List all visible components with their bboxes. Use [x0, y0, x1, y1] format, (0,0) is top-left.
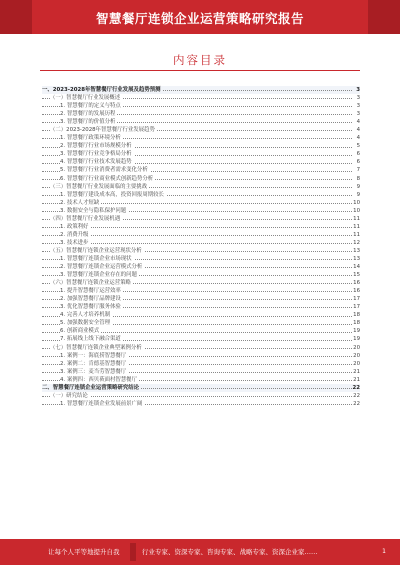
toc-entry[interactable] — [42, 86, 360, 94]
toc-entry-page: 20 — [353, 344, 360, 351]
toc-entry-page: 5 — [352, 142, 360, 150]
toc-entry[interactable] — [42, 295, 360, 303]
toc-entry-label: 1. 智慧餐厅建设成本高，投资回报周期较长 — [60, 191, 164, 198]
toc-entry[interactable] — [42, 263, 360, 271]
toc-entry[interactable] — [42, 352, 360, 360]
toc-entry-page: 13 — [353, 255, 360, 262]
toc-entry-label: 3. 智慧餐厅的价值分析 — [60, 119, 116, 126]
toc-entry-label: 3. 智慧餐厅连锁企业存在的问题 — [60, 272, 137, 279]
toc-entry[interactable] — [42, 271, 360, 279]
toc-entry-page: 22 — [352, 384, 360, 391]
toc-entry-page: 21 — [353, 368, 360, 375]
toc-entry-page: 6 — [352, 158, 360, 166]
toc-entry-label: 1. 智慧餐厅连锁企业市场现状 — [60, 255, 132, 262]
toc-entry[interactable] — [42, 279, 360, 287]
toc-entry-label: 2. 加强智慧餐厅品牌建设 — [60, 296, 121, 303]
toc-entry-page: 13 — [353, 247, 360, 254]
footer-slogan: 让每个人平等地提升自我 — [48, 548, 120, 556]
toc-entry-label: 1. 智慧餐厅的定义与特点 — [60, 103, 121, 110]
toc-entry-page: 10 — [353, 207, 360, 214]
toc-entry-label: 7. 拓展线上线下融合渠道 — [60, 336, 121, 343]
toc-entry-page: 7 — [352, 166, 360, 174]
toc-entry-page: 16 — [353, 280, 360, 287]
toc-entry-page: 19 — [353, 328, 360, 335]
toc-entry-label: 二、智慧餐厅连锁企业运营策略研究结论 — [42, 384, 140, 391]
toc-entry[interactable] — [42, 150, 360, 158]
toc-entry-page: 9 — [352, 191, 360, 199]
report-footer — [0, 539, 400, 565]
toc-entry-label: 2. 智慧餐厅连锁企业运营模式分析 — [60, 264, 143, 271]
toc-entry-label: （七）智慧餐厅连锁企业典型案例分析 — [50, 344, 142, 351]
toc-entry-page: 3 — [352, 102, 360, 110]
toc-entry-label: 1. 政策利好 — [60, 223, 89, 230]
toc-entry-page: 15 — [353, 272, 360, 279]
toc-entry-page: 11 — [353, 231, 360, 238]
toc-entry[interactable] — [42, 400, 360, 408]
toc-entry-label: （四）智慧餐厅行业发展机遇 — [50, 215, 121, 222]
toc-entry[interactable] — [42, 166, 360, 174]
toc-entry-page: 19 — [353, 336, 360, 343]
toc-entry-label: （二）2023-2028年智慧餐厅行业发展趋势 — [50, 127, 155, 134]
toc-entry[interactable] — [42, 360, 360, 368]
toc-entry[interactable] — [42, 118, 360, 126]
toc-entry[interactable] — [42, 239, 360, 247]
toc-entry-label: 1. 智慧餐厅连锁企业发展前景广阔 — [60, 400, 143, 407]
toc-entry[interactable] — [42, 175, 360, 183]
toc-entry-page: 20 — [353, 360, 360, 367]
toc-entry[interactable] — [42, 384, 360, 392]
toc-entry-label: （一）智慧餐厅行业发展概述 — [50, 95, 121, 102]
toc-entry-label: 4. 智慧餐厅行业技术发展趋势 — [60, 159, 132, 166]
toc-entry-label: （五）智慧餐厅连锁企业运营现状分析 — [50, 247, 142, 254]
toc-entry-page: 16 — [353, 288, 360, 295]
toc-entry-page: 11 — [353, 215, 360, 222]
toc-entry-label: 5. 智慧餐厅行业消费者需求变化分析 — [60, 167, 148, 174]
toc-entry-page: 14 — [353, 264, 360, 271]
toc-entry[interactable] — [42, 392, 360, 400]
toc-entry[interactable] — [42, 368, 360, 376]
toc-entry-label: 3. 智慧餐厅行业竞争格局分析 — [60, 151, 132, 158]
toc-entry-page: 4 — [352, 134, 360, 142]
toc-entry-page: 12 — [353, 239, 360, 246]
report-title: 智慧餐厅连锁企业运营策略研究报告 — [95, 11, 304, 26]
toc-entry[interactable] — [42, 142, 360, 150]
table-of-contents — [42, 86, 360, 408]
toc-entry[interactable] — [42, 303, 360, 311]
toc-entry-page: 11 — [353, 223, 360, 230]
toc-entry-label: 3. 案例三：麦当劳智慧餐厅 — [60, 368, 127, 375]
toc-entry-page: 10 — [353, 199, 360, 206]
toc-entry-label: 2. 智慧餐厅行业市场规模分析 — [60, 143, 132, 150]
toc-entry[interactable] — [42, 327, 360, 335]
toc-entry-page: 9 — [352, 183, 360, 191]
toc-entry-label: 2. 案例二：肯德基智慧餐厅 — [60, 360, 127, 367]
toc-entry-label: 1. 智慧餐厅政策环境分析 — [60, 135, 121, 142]
toc-entry-page: 3 — [352, 86, 360, 94]
toc-entry-label: 4. 完善人才培养机制 — [60, 312, 110, 319]
toc-entry-label: （六）智慧餐厅连锁企业运营策略 — [50, 280, 131, 287]
footer-divider-tab — [130, 543, 136, 561]
toc-entry-label: 3. 优化智慧餐厅服务体验 — [60, 304, 121, 311]
toc-entry[interactable] — [42, 319, 360, 327]
toc-entry-page: 4 — [352, 126, 360, 134]
toc-entry-label: 2. 智慧餐厅的发展历程 — [60, 111, 116, 118]
toc-entry-page: 22 — [353, 392, 360, 399]
toc-entry[interactable] — [42, 287, 360, 295]
toc-entry-label: 5. 加强数据安全管理 — [60, 320, 110, 327]
toc-entry[interactable] — [42, 183, 360, 191]
toc-entry-page: 6 — [352, 150, 360, 158]
toc-entry[interactable] — [42, 344, 360, 352]
toc-entry-label: 1. 提升智慧餐厅运营效率 — [60, 288, 121, 295]
toc-entry-label: 3. 数据安全与隐私保护问题 — [60, 207, 127, 214]
toc-entry-page: 8 — [352, 175, 360, 183]
toc-entry-label: （一）研究结论 — [50, 392, 88, 399]
toc-entry[interactable] — [42, 255, 360, 263]
toc-entry-page: 4 — [352, 118, 360, 126]
toc-entry-label: 6. 创新商业模式 — [60, 328, 100, 335]
toc-entry-page: 18 — [353, 320, 360, 327]
toc-entry-page: 17 — [353, 296, 360, 303]
toc-entry[interactable] — [42, 247, 360, 255]
toc-entry-page: 3 — [352, 110, 360, 118]
toc-divider — [40, 70, 360, 71]
toc-entry-label: 2. 技术人才短缺 — [60, 199, 100, 206]
toc-entry[interactable] — [42, 191, 360, 199]
toc-entry[interactable] — [42, 335, 360, 343]
toc-entry[interactable] — [42, 126, 360, 134]
page-number: 1 — [382, 548, 386, 555]
toc-entry-page: 21 — [353, 376, 360, 383]
toc-entry-label: 1. 案例一：海底捞智慧餐厅 — [60, 352, 127, 359]
toc-entry[interactable] — [42, 223, 360, 231]
toc-entry-label: 6. 智慧餐厅行业商业模式创新趋势分析 — [60, 175, 154, 182]
toc-entry-label: 2. 消费升级 — [60, 231, 89, 238]
toc-heading: 内容目录 — [173, 53, 227, 67]
toc-entry-page: 17 — [353, 304, 360, 311]
toc-entry-label: 一、2023-2028年智慧餐厅行业发展及趋势预测 — [42, 87, 161, 93]
toc-entry-label: 3. 技术进步 — [60, 239, 89, 246]
footer-tags: 行业专家、资深专家、咨询专家、战略专家、资深企业家…… — [142, 548, 318, 556]
toc-entry-label: （三）智慧餐厅行业发展面临的主要挑战 — [50, 183, 148, 190]
toc-entry[interactable] — [42, 102, 360, 110]
toc-entry-page: 20 — [353, 352, 360, 359]
toc-entry[interactable] — [42, 207, 360, 215]
toc-entry[interactable] — [42, 311, 360, 319]
toc-entry-label: 4. 案例四：西贝莜面村智慧餐厅 — [60, 376, 137, 383]
toc-entry[interactable] — [42, 94, 360, 102]
toc-entry[interactable] — [42, 199, 360, 207]
toc-entry[interactable] — [42, 376, 360, 384]
toc-entry-page: 22 — [353, 400, 360, 407]
toc-entry-page: 3 — [352, 94, 360, 102]
toc-entry[interactable] — [42, 110, 360, 118]
toc-entry[interactable] — [42, 134, 360, 142]
toc-entry[interactable] — [42, 158, 360, 166]
toc-entry[interactable] — [42, 231, 360, 239]
report-header — [0, 0, 400, 34]
toc-entry[interactable] — [42, 215, 360, 223]
toc-entry-page: 18 — [353, 312, 360, 319]
